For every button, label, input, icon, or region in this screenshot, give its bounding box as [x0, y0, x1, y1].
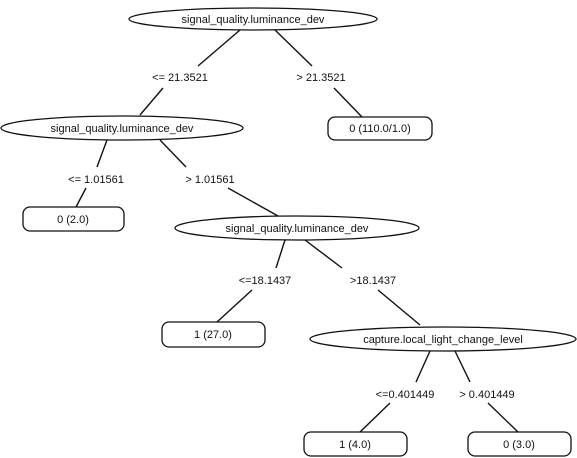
- edge-n2-right-lower: [228, 188, 278, 216]
- leaf-node-a: [328, 117, 432, 140]
- decision-node-3-label: signal_quality.luminance_dev: [225, 223, 369, 235]
- edge-n3-left-lower: [217, 290, 252, 322]
- edge-label-n4-le: <=0.401449: [375, 389, 435, 401]
- edge-n4-left-lower: [360, 403, 390, 432]
- decision-node-2-label: signal_quality.luminance_dev: [50, 123, 194, 135]
- leaf-node-d-label: 1 (4.0): [339, 439, 371, 451]
- decision-node-4: [310, 327, 576, 351]
- edge-n4-right-lower: [488, 403, 518, 432]
- edge-n3-left-upper: [276, 240, 285, 268]
- decision-node-2: [1, 116, 243, 140]
- leaf-node-b: [23, 207, 124, 231]
- leaf-node-c-label: 1 (27.0): [194, 329, 232, 341]
- edge-root-left-upper: [198, 30, 240, 66]
- decision-node-4-label: capture.local_light_change_level: [363, 334, 523, 346]
- edge-label-n4-gt: > 0.401449: [459, 389, 515, 401]
- edge-label-n2-le: <= 1.01561: [68, 174, 124, 186]
- edge-n3-right-upper: [305, 240, 342, 268]
- edge-label-root-gt: > 21.3521: [296, 72, 346, 84]
- edge-label-n3-gt: >18.1437: [349, 275, 397, 287]
- leaf-node-c: [162, 322, 265, 347]
- decision-node-root: [129, 8, 377, 30]
- edge-n3-right-lower: [378, 290, 420, 325]
- edge-root-left-lower: [140, 88, 163, 115]
- leaf-node-a-label: 0 (110.0/1.0): [349, 123, 411, 135]
- leaf-node-e: [468, 432, 571, 456]
- leaf-node-d: [304, 432, 407, 456]
- leaf-node-e-label: 0 (3.0): [503, 439, 535, 451]
- edge-n2-left-upper: [97, 140, 107, 167]
- edge-n2-right-upper: [160, 140, 186, 167]
- edge-n4-left-upper: [416, 351, 430, 382]
- edge-label-n2-gt: > 1.01561: [185, 174, 235, 186]
- edge-label-n3-le: <=18.1437: [238, 275, 292, 287]
- decision-node-root-label: signal_quality.luminance_dev: [181, 14, 325, 26]
- edge-root-right-lower: [334, 88, 362, 117]
- edge-n2-left-lower: [76, 188, 86, 207]
- decision-node-3: [175, 216, 419, 240]
- edge-n4-right-upper: [455, 351, 470, 382]
- edge-label-root-le: <= 21.3521: [152, 72, 208, 84]
- edge-root-right-upper: [275, 30, 312, 66]
- leaf-node-b-label: 0 (2.0): [57, 214, 89, 226]
